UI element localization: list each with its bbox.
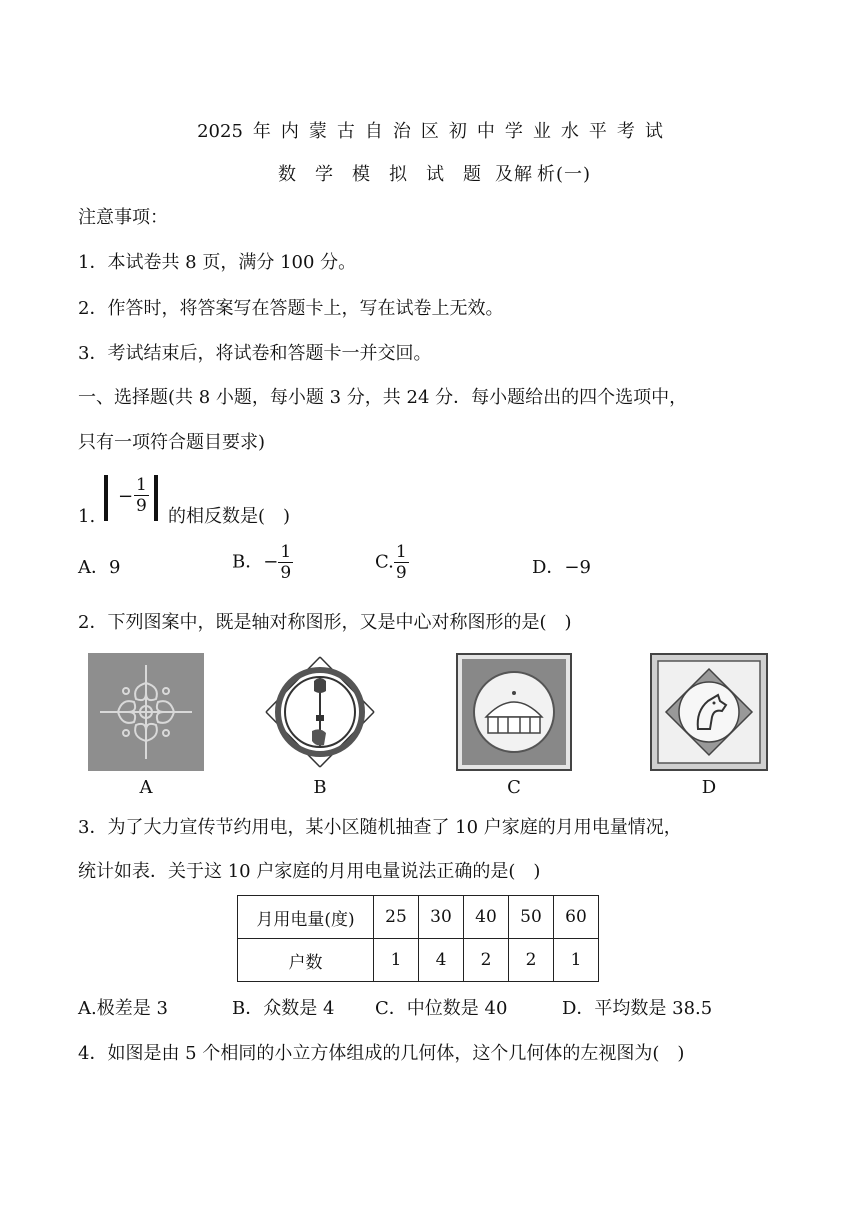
table-row [238, 896, 599, 939]
pattern-d-figure [650, 653, 768, 771]
table-cell: 30 [419, 896, 464, 939]
q3-stem-line-2: 统计如表．关于这 10 户家庭的月用电量说法正确的是( ) [78, 861, 541, 882]
notice-item-3: 3．考试结束后，将试卷和答题卡一并交回。 [78, 343, 432, 364]
section-1-instructions: 一、选择题(共 8 小题，每小题 3 分，共 24 分．每小题给出的四个选项中， [78, 387, 688, 408]
pattern-b-label: B [313, 777, 327, 798]
q1-number: 1. [78, 506, 96, 527]
pattern-a-label: A [139, 777, 153, 798]
q3-option-a: A.极差是 3 [78, 998, 168, 1019]
table-cell: 2 [464, 939, 509, 982]
table-cell: 1 [554, 939, 599, 982]
q1-minus: − [118, 486, 134, 507]
q1-option-c: C. $\frac{1}{9}$ [375, 542, 407, 583]
notice-item-2: 2．作答时，将答案写在答题卡上，写在试卷上无效。 [78, 298, 504, 319]
pattern-b-figure [262, 653, 378, 771]
table-header-households: 户数 [238, 939, 374, 982]
q4-stem: 4．如图是由 5 个相同的小立方体组成的几何体，这个几何体的左视图为( ) [78, 1043, 685, 1064]
table-cell: 25 [374, 896, 419, 939]
notice-item-1: 1．本试卷共 8 页，满分 100 分。 [78, 252, 357, 273]
table-cell: 50 [509, 896, 554, 939]
q1-option-b: B．− $\frac{1}{9}$ [232, 542, 292, 583]
q3-stem-line-1: 3．为了大力宣传节约用电，某小区随机抽查了 10 户家庭的月用电量情况， [78, 817, 682, 838]
section-1-instructions-cont: 只有一项符合题目要求) [78, 432, 266, 453]
q1-fraction: $\frac{1}{9}$ [136, 475, 147, 516]
pattern-c-label: C [507, 777, 521, 798]
table-cell: 60 [554, 896, 599, 939]
table-cell: 4 [419, 939, 464, 982]
q1-option-a: A．9 [78, 557, 121, 578]
table-cell: 40 [464, 896, 509, 939]
table-cell: 1 [374, 939, 419, 982]
electricity-usage-table [237, 895, 599, 982]
pattern-c-figure [456, 653, 572, 771]
pattern-d-label: D [701, 777, 717, 798]
q3-option-d: D．平均数是 38.5 [562, 998, 713, 1019]
q2-stem: 2．下列图案中，既是轴对称图形，又是中心对称图形的是( ) [78, 612, 572, 633]
q3-option-b: B．众数是 4 [232, 998, 335, 1019]
q1-option-d: D．−9 [532, 557, 591, 578]
q3-option-c: C．中位数是 40 [375, 998, 508, 1019]
exam-title-line-2: 数 学 模 拟 试 题 及解 析(一) [277, 164, 592, 185]
table-cell: 2 [509, 939, 554, 982]
notice-heading: 注意事项： [78, 207, 168, 228]
pattern-a-figure [88, 653, 204, 771]
q1-absolute-value [104, 475, 164, 525]
table-header-usage: 月用电量(度) [238, 896, 374, 939]
exam-title-line-1: 2025 年 内 蒙 古 自 治 区 初 中 学 业 水 平 考 试 [197, 121, 663, 142]
q1-stem: 的相反数是( ) [168, 506, 291, 527]
table-row [238, 939, 599, 982]
